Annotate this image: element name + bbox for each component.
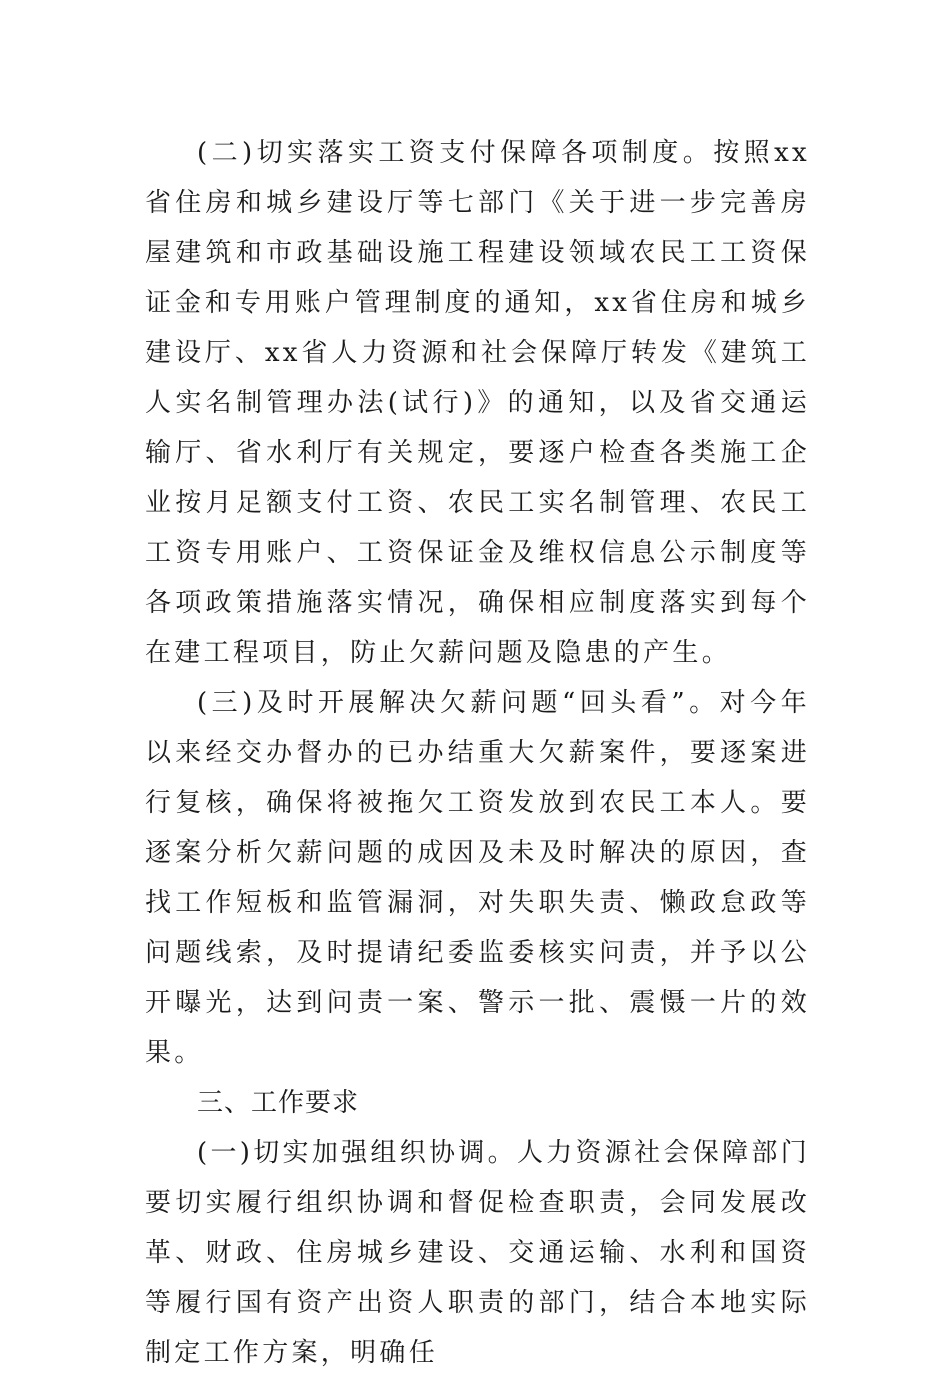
paragraph-wage-payment-systems: (二)切实落实工资支付保障各项制度。按照xx省住房和城乡建设厅等七部门《关于进一步完善房屋建筑和市政基础设施工程建设领域农民工工资保证金和专用账户管理制度的通知，xx省住房和城乡建设厅、xx省人力资源和社会保障厅转发《建筑工人实名制管理办法(试行)》的通知，以及省交通运输厅、省水利厅有关规定，要逐户检查各类施工企业按月足额支付工资、农民工实名制管理、农民工工资专用账户、工资保证金及维权信息公示制度等各项政策措施落实情况，确保相应制度落实到每个在建工程项目，防止欠薪问题及隐患的产生。 <box>145 138 810 668</box>
document-body <box>145 128 810 1378</box>
paragraph-organization-coordination: (一)切实加强组织协调。人力资源社会保障部门要切实履行组织协调和督促检查职责，会同发展改革、财政、住房城乡建设、交通运输、水利和国资等履行国有资产出资人职责的部门，结合本地实际制定工作方案，明确任 <box>145 1138 810 1368</box>
paragraph-look-back-review: (三)及时开展解决欠薪问题“回头看”。对今年以来经交办督办的已办结重大欠薪案件，要逐案进行复核，确保将被拖欠工资发放到农民工本人。要逐案分析欠薪问题的成因及未及时解决的原因，查找工作短板和监管漏洞，对失职失责、懒政怠政等问题线索，及时提请纪委监委核实问责，并予以公开曝光，达到问责一案、警示一批、震慑一片的效果。 <box>145 688 810 1068</box>
section-heading-work-requirements: 三、工作要求 <box>197 1088 360 1118</box>
